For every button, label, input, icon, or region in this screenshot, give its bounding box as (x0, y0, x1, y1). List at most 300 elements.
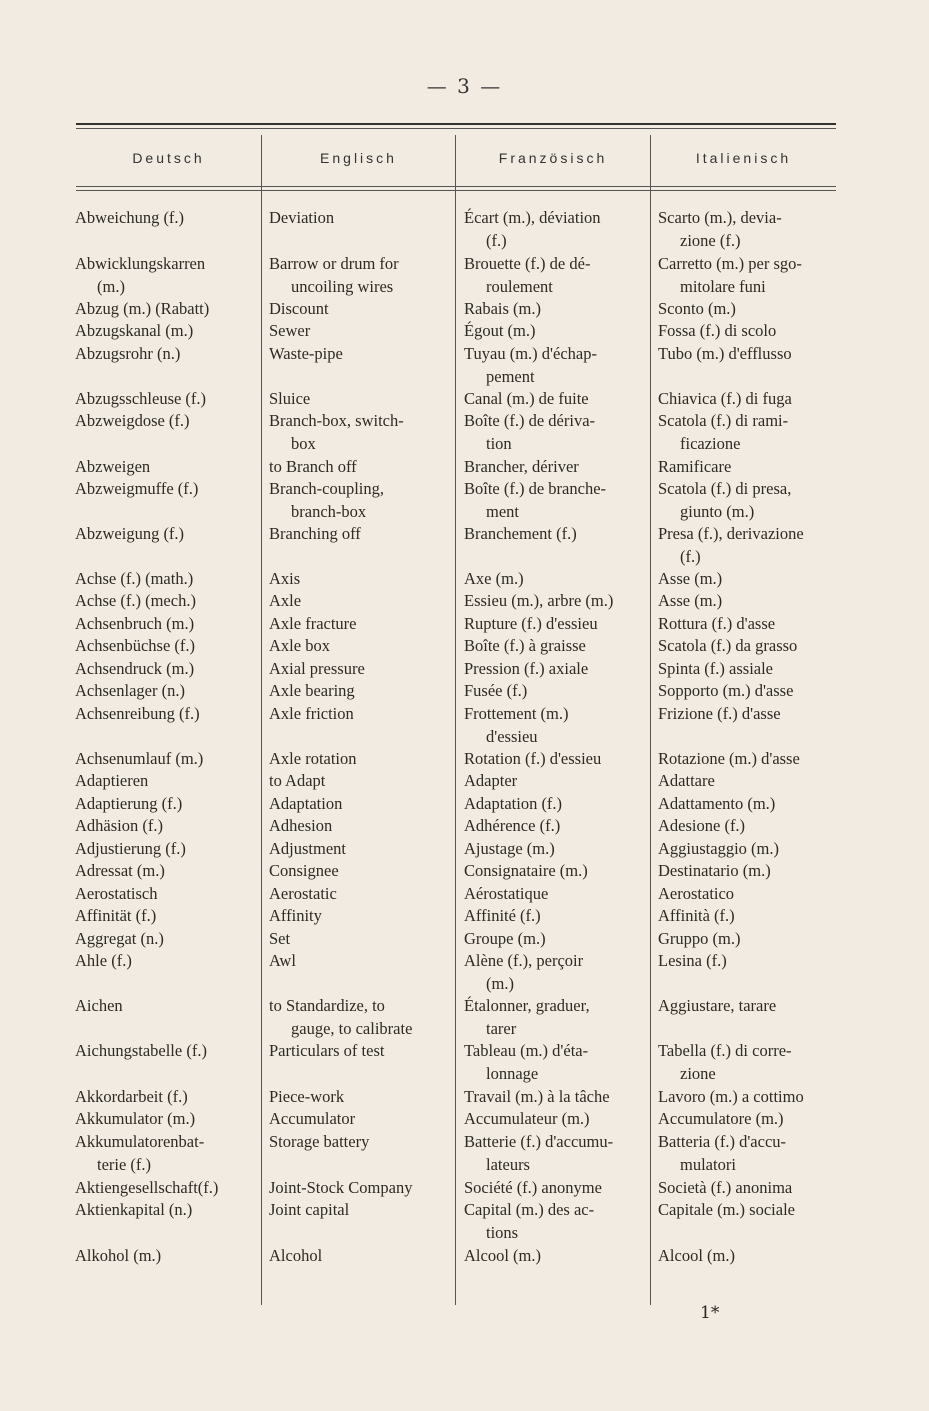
cell-line: Adaptation (f.) (464, 794, 563, 813)
cell-englisch (269, 770, 451, 793)
cell-englisch (269, 793, 451, 816)
cell-franzoesisch (464, 388, 644, 411)
column-header-deutsch: Deutsch (132, 150, 205, 166)
cell-englisch (269, 1086, 451, 1109)
cell-line: Lavoro (m.) a cottimo (658, 1087, 804, 1106)
cell-italienisch (658, 568, 836, 591)
cell-franzoesisch (464, 860, 644, 883)
top-rule-thin (76, 128, 836, 129)
cell-deutsch (75, 590, 255, 613)
cell-line: to Branch off (269, 457, 357, 476)
cell-line: Axle box (269, 636, 330, 655)
cell-line: Adhérence (f.) (464, 816, 561, 835)
cell-franzoesisch (464, 1199, 644, 1244)
cell-franzoesisch (464, 905, 644, 928)
cell-line: Rottura (f.) d'asse (658, 614, 776, 633)
cell-line: Alène (f.), perçoir (464, 951, 584, 970)
cell-line: Affinità (f.) (658, 906, 735, 925)
cell-line: Scarto (m.), devia- (658, 208, 782, 227)
cell-franzoesisch (464, 1131, 644, 1176)
cell-deutsch (75, 388, 255, 411)
cell-franzoesisch (464, 523, 644, 546)
cell-englisch (269, 1245, 451, 1268)
cell-italienisch (658, 748, 836, 771)
cell-line: Spinta (f.) assiale (658, 659, 774, 678)
cell-deutsch (75, 905, 255, 928)
cell-deutsch (75, 343, 255, 366)
cell-continuation-line: (m.) (97, 276, 125, 296)
column-divider (261, 135, 262, 1305)
cell-deutsch (75, 883, 255, 906)
cell-deutsch (75, 410, 255, 433)
cell-italienisch (658, 478, 836, 523)
cell-italienisch (658, 1131, 836, 1176)
cell-italienisch (658, 995, 836, 1018)
cell-line: Axial pressure (269, 659, 365, 678)
cell-deutsch (75, 928, 255, 951)
cell-italienisch (658, 1199, 836, 1222)
cell-deutsch (75, 523, 255, 546)
cell-franzoesisch (464, 207, 644, 252)
cell-franzoesisch (464, 658, 644, 681)
cell-line: Sewer (269, 321, 311, 340)
cell-line: Adaptieren (75, 771, 149, 790)
cell-italienisch (658, 343, 836, 366)
cell-italienisch (658, 793, 836, 816)
cell-line: Barrow or drum for (269, 254, 399, 273)
cell-line: Adattamento (m.) (658, 794, 776, 813)
cell-deutsch (75, 950, 255, 973)
cell-line: Achse (f.) (mech.) (75, 591, 196, 610)
cell-line: Batteria (f.) d'accu- (658, 1132, 787, 1151)
cell-continuation-line: (f.) (680, 546, 701, 566)
cell-line: Scatola (f.) di presa, (658, 479, 792, 498)
top-rule (76, 123, 836, 125)
cell-deutsch (75, 1245, 255, 1268)
cell-italienisch (658, 456, 836, 479)
cell-franzoesisch (464, 680, 644, 703)
cell-continuation-line: (m.) (486, 973, 514, 993)
cell-line: Adhesion (269, 816, 333, 835)
cell-italienisch (658, 1108, 836, 1131)
cell-line: Adaptation (269, 794, 343, 813)
column-header-italienisch: Italienisch (695, 150, 792, 166)
cell-line: Abzug (m.) (Rabatt) (75, 299, 210, 318)
cell-line: Axle bearing (269, 681, 355, 700)
cell-englisch (269, 410, 451, 455)
cell-line: Achse (f.) (math.) (75, 569, 194, 588)
cell-englisch (269, 838, 451, 861)
cell-italienisch (658, 950, 836, 973)
cell-franzoesisch (464, 995, 644, 1040)
cell-continuation-line: branch-box (291, 501, 367, 521)
cell-line: Aérostatique (464, 884, 549, 903)
header-rule (76, 186, 836, 187)
cell-franzoesisch (464, 770, 644, 793)
cell-deutsch (75, 456, 255, 479)
page-number: — 3 — (426, 74, 503, 98)
cell-continuation-line: lateurs (486, 1154, 530, 1174)
cell-line: Sconto (m.) (658, 299, 736, 318)
cell-line: Axle fracture (269, 614, 357, 633)
cell-continuation-line: pement (486, 366, 535, 386)
cell-line: Écart (m.), déviation (464, 208, 601, 227)
cell-continuation-line: zione (680, 1063, 716, 1083)
cell-englisch (269, 1040, 451, 1063)
cell-italienisch (658, 253, 836, 298)
cell-line: Affinity (269, 906, 322, 925)
cell-line: Sluice (269, 389, 311, 408)
cell-italienisch (658, 207, 836, 252)
cell-franzoesisch (464, 320, 644, 343)
cell-continuation-line: ment (486, 501, 519, 521)
cell-continuation-line: lonnage (486, 1063, 539, 1083)
cell-line: Rotation (f.) d'essieu (464, 749, 602, 768)
cell-franzoesisch (464, 1245, 644, 1268)
cell-line: Piece-work (269, 1087, 345, 1106)
cell-line: Set (269, 929, 291, 948)
cell-continuation-line: gauge, to calibrate (291, 1018, 413, 1038)
cell-line: Frottement (m.) (464, 704, 569, 723)
cell-line: Axle friction (269, 704, 354, 723)
cell-franzoesisch (464, 298, 644, 321)
cell-englisch (269, 905, 451, 928)
cell-line: Brancher, dériver (464, 457, 579, 476)
cell-italienisch (658, 410, 836, 455)
cell-franzoesisch (464, 928, 644, 951)
cell-line: Alcool (m.) (464, 1246, 541, 1265)
cell-line: Achsenumlauf (m.) (75, 749, 204, 768)
cell-line: Branchement (f.) (464, 524, 577, 543)
cell-line: Abzweigen (75, 457, 151, 476)
cell-franzoesisch (464, 793, 644, 816)
cell-line: Abzugskanal (m.) (75, 321, 194, 340)
cell-line: Batterie (f.) d'accumu- (464, 1132, 614, 1151)
cell-italienisch (658, 703, 836, 726)
footer-signature-mark: 1* (700, 1303, 720, 1323)
cell-italienisch (658, 928, 836, 951)
cell-line: Achsenlager (n.) (75, 681, 185, 700)
cell-italienisch (658, 388, 836, 411)
cell-deutsch (75, 1108, 255, 1131)
cell-franzoesisch (464, 883, 644, 906)
cell-italienisch (658, 905, 836, 928)
cell-line: Akkumulatorenbat- (75, 1132, 205, 1151)
cell-englisch (269, 343, 451, 366)
cell-englisch (269, 253, 451, 298)
cell-englisch (269, 613, 451, 636)
cell-line: Storage battery (269, 1132, 370, 1151)
cell-franzoesisch (464, 635, 644, 658)
cell-line: Boîte (f.) de dériva- (464, 411, 596, 430)
cell-line: Étalonner, graduer, (464, 996, 590, 1015)
cell-deutsch (75, 995, 255, 1018)
cell-line: Abzweigdose (f.) (75, 411, 190, 430)
cell-line: Axle rotation (269, 749, 357, 768)
cell-englisch (269, 635, 451, 658)
cell-continuation-line: tions (486, 1222, 519, 1242)
cell-continuation-line: roulement (486, 276, 553, 296)
cell-franzoesisch (464, 1108, 644, 1131)
cell-italienisch (658, 1086, 836, 1109)
cell-line: Awl (269, 951, 296, 970)
cell-line: Groupe (m.) (464, 929, 546, 948)
cell-line: Abzweigung (f.) (75, 524, 185, 543)
cell-line: Pression (f.) axiale (464, 659, 589, 678)
cell-line: Essieu (m.), arbre (m.) (464, 591, 614, 610)
cell-italienisch (658, 1040, 836, 1085)
cell-line: Deviation (269, 208, 335, 227)
cell-line: Presa (f.), derivazione (658, 524, 804, 543)
cell-deutsch (75, 207, 255, 230)
cell-deutsch (75, 613, 255, 636)
cell-deutsch (75, 703, 255, 726)
cell-franzoesisch (464, 343, 644, 388)
cell-franzoesisch (464, 815, 644, 838)
cell-deutsch (75, 748, 255, 771)
cell-line: Ramificare (658, 457, 732, 476)
cell-deutsch (75, 838, 255, 861)
cell-englisch (269, 590, 451, 613)
cell-deutsch (75, 253, 255, 298)
cell-line: Adaptierung (f.) (75, 794, 183, 813)
cell-line: Joint-Stock Company (269, 1178, 413, 1197)
cell-deutsch (75, 1086, 255, 1109)
cell-deutsch (75, 793, 255, 816)
cell-line: Fusée (f.) (464, 681, 528, 700)
cell-franzoesisch (464, 478, 644, 523)
cell-italienisch (658, 883, 836, 906)
cell-line: Adapter (464, 771, 518, 790)
cell-line: Alkohol (m.) (75, 1246, 162, 1265)
cell-line: Tuyau (m.) d'échap- (464, 344, 597, 363)
cell-line: Frizione (f.) d'asse (658, 704, 781, 723)
cell-deutsch (75, 1131, 255, 1176)
cell-line: Carretto (m.) per sgo- (658, 254, 802, 273)
cell-line: Affinität (f.) (75, 906, 157, 925)
cell-line: Boîte (f.) de branche- (464, 479, 607, 498)
cell-continuation-line: mitolare funi (680, 276, 766, 296)
cell-englisch (269, 478, 451, 523)
cell-englisch (269, 1108, 451, 1131)
cell-line: Ajustage (m.) (464, 839, 555, 858)
cell-line: Capitale (m.) sociale (658, 1200, 795, 1219)
cell-line: Alcohol (269, 1246, 323, 1265)
cell-line: Aichen (75, 996, 123, 1015)
cell-line: Branch-box, switch- (269, 411, 404, 430)
cell-line: Rupture (f.) d'essieu (464, 614, 598, 633)
cell-line: Consignee (269, 861, 339, 880)
cell-deutsch (75, 1177, 255, 1200)
cell-englisch (269, 207, 451, 230)
cell-line: Branch-coupling, (269, 479, 385, 498)
cell-deutsch (75, 298, 255, 321)
cell-line: Canal (m.) de fuite (464, 389, 589, 408)
cell-englisch (269, 568, 451, 591)
cell-franzoesisch (464, 410, 644, 455)
cell-continuation-line: uncoiling wires (291, 276, 394, 296)
cell-line: Discount (269, 299, 329, 318)
cell-englisch (269, 703, 451, 726)
cell-line: Rabais (m.) (464, 299, 541, 318)
column-header-franzoesisch: Französisch (498, 150, 608, 166)
cell-line: Axis (269, 569, 301, 588)
cell-continuation-line: tarer (486, 1018, 517, 1038)
cell-line: Società (f.) anonima (658, 1178, 793, 1197)
cell-franzoesisch (464, 456, 644, 479)
cell-line: Achsenbruch (m.) (75, 614, 195, 633)
cell-line: Accumulator (269, 1109, 356, 1128)
cell-line: Affinité (f.) (464, 906, 541, 925)
cell-deutsch (75, 320, 255, 343)
cell-line: Aktiengesellschaft(f.) (75, 1178, 219, 1197)
cell-line: Destinatario (m.) (658, 861, 771, 880)
cell-deutsch (75, 478, 255, 501)
cell-continuation-line: zione (f.) (680, 230, 741, 250)
cell-englisch (269, 860, 451, 883)
cell-italienisch (658, 860, 836, 883)
cell-continuation-line: ficazione (680, 433, 741, 453)
cell-italienisch (658, 838, 836, 861)
cell-italienisch (658, 1245, 836, 1268)
cell-englisch (269, 658, 451, 681)
cell-line: Fossa (f.) di scolo (658, 321, 777, 340)
cell-englisch (269, 1177, 451, 1200)
cell-line: Gruppo (m.) (658, 929, 741, 948)
column-divider (650, 135, 651, 1305)
cell-continuation-line: terie (f.) (97, 1154, 152, 1174)
cell-line: Alcool (m.) (658, 1246, 735, 1265)
cell-line: Abzugsschleuse (f.) (75, 389, 207, 408)
cell-line: Akkordarbeit (f.) (75, 1087, 188, 1106)
cell-line: Aktienkapital (n.) (75, 1200, 193, 1219)
cell-englisch (269, 456, 451, 479)
cell-line: Aggiustaggio (m.) (658, 839, 779, 858)
cell-deutsch (75, 635, 255, 658)
cell-line: Tabella (f.) di corre- (658, 1041, 792, 1060)
column-header-englisch: Englisch (320, 150, 397, 166)
cell-continuation-line: (f.) (486, 230, 507, 250)
cell-line: Adjustment (269, 839, 346, 858)
cell-englisch (269, 748, 451, 771)
cell-line: Tubo (m.) d'efflusso (658, 344, 792, 363)
cell-franzoesisch (464, 1086, 644, 1109)
cell-englisch (269, 950, 451, 973)
cell-line: Abweichung (f.) (75, 208, 185, 227)
cell-englisch (269, 320, 451, 343)
cell-line: Accumulatore (m.) (658, 1109, 784, 1128)
cell-franzoesisch (464, 703, 644, 748)
cell-italienisch (658, 635, 836, 658)
cell-deutsch (75, 815, 255, 838)
cell-deutsch (75, 568, 255, 591)
cell-deutsch (75, 1040, 255, 1063)
cell-line: Asse (m.) (658, 569, 723, 588)
cell-franzoesisch (464, 1177, 644, 1200)
cell-italienisch (658, 1177, 836, 1200)
cell-line: Travail (m.) à la tâche (464, 1087, 610, 1106)
cell-line: Adattare (658, 771, 715, 790)
cell-franzoesisch (464, 1040, 644, 1085)
cell-line: Abwicklungskarren (75, 254, 206, 273)
cell-deutsch (75, 770, 255, 793)
cell-englisch (269, 388, 451, 411)
cell-englisch (269, 883, 451, 906)
cell-line: Scatola (f.) da grasso (658, 636, 798, 655)
cell-franzoesisch (464, 748, 644, 771)
cell-italienisch (658, 320, 836, 343)
cell-italienisch (658, 815, 836, 838)
cell-line: Société (f.) anonyme (464, 1178, 602, 1197)
cell-line: Aerostatico (658, 884, 735, 903)
cell-line: Achsenbüchse (f.) (75, 636, 196, 655)
cell-line: Waste-pipe (269, 344, 343, 363)
cell-line: Scatola (f.) di rami- (658, 411, 789, 430)
cell-line: Égout (m.) (464, 321, 536, 340)
cell-continuation-line: d'essieu (486, 726, 538, 746)
cell-englisch (269, 815, 451, 838)
cell-italienisch (658, 298, 836, 321)
column-divider (455, 135, 456, 1305)
cell-englisch (269, 523, 451, 546)
cell-line: Branching off (269, 524, 361, 543)
cell-franzoesisch (464, 838, 644, 861)
cell-line: Rotazione (m.) d'asse (658, 749, 800, 768)
cell-line: Achsenreibung (f.) (75, 704, 200, 723)
cell-italienisch (658, 613, 836, 636)
cell-continuation-line: tion (486, 433, 512, 453)
cell-line: Axle (269, 591, 302, 610)
cell-line: Akkumulator (m.) (75, 1109, 196, 1128)
cell-englisch (269, 1199, 451, 1222)
cell-line: Asse (m.) (658, 591, 723, 610)
cell-line: Sopporto (m.) d'asse (658, 681, 794, 700)
cell-deutsch (75, 860, 255, 883)
cell-deutsch (75, 1199, 255, 1222)
cell-line: Consignataire (m.) (464, 861, 588, 880)
cell-englisch (269, 995, 451, 1040)
cell-line: Capital (m.) des ac- (464, 1200, 595, 1219)
cell-line: Adjustierung (f.) (75, 839, 186, 858)
cell-line: to Adapt (269, 771, 326, 790)
cell-franzoesisch (464, 590, 644, 613)
cell-englisch (269, 298, 451, 321)
cell-line: Accumulateur (m.) (464, 1109, 590, 1128)
cell-italienisch (658, 680, 836, 703)
cell-line: Abzweigmuffe (f.) (75, 479, 199, 498)
cell-franzoesisch (464, 950, 644, 995)
cell-italienisch (658, 770, 836, 793)
cell-continuation-line: mulatori (680, 1154, 736, 1174)
cell-franzoesisch (464, 613, 644, 636)
cell-line: Particulars of test (269, 1041, 385, 1060)
cell-line: Abzugsrohr (n.) (75, 344, 181, 363)
cell-line: Aggiustare, tarare (658, 996, 777, 1015)
cell-line: Axe (m.) (464, 569, 524, 588)
cell-line: Brouette (f.) de dé- (464, 254, 591, 273)
cell-line: Aichungstabelle (f.) (75, 1041, 207, 1060)
cell-line: Joint capital (269, 1200, 350, 1219)
cell-italienisch (658, 590, 836, 613)
cell-line: Tableau (m.) d'éta- (464, 1041, 589, 1060)
cell-line: Lesina (f.) (658, 951, 727, 970)
cell-line: Boîte (f.) à graisse (464, 636, 586, 655)
cell-line: Adressat (m.) (75, 861, 165, 880)
cell-franzoesisch (464, 253, 644, 298)
cell-englisch (269, 680, 451, 703)
cell-deutsch (75, 680, 255, 703)
cell-franzoesisch (464, 568, 644, 591)
